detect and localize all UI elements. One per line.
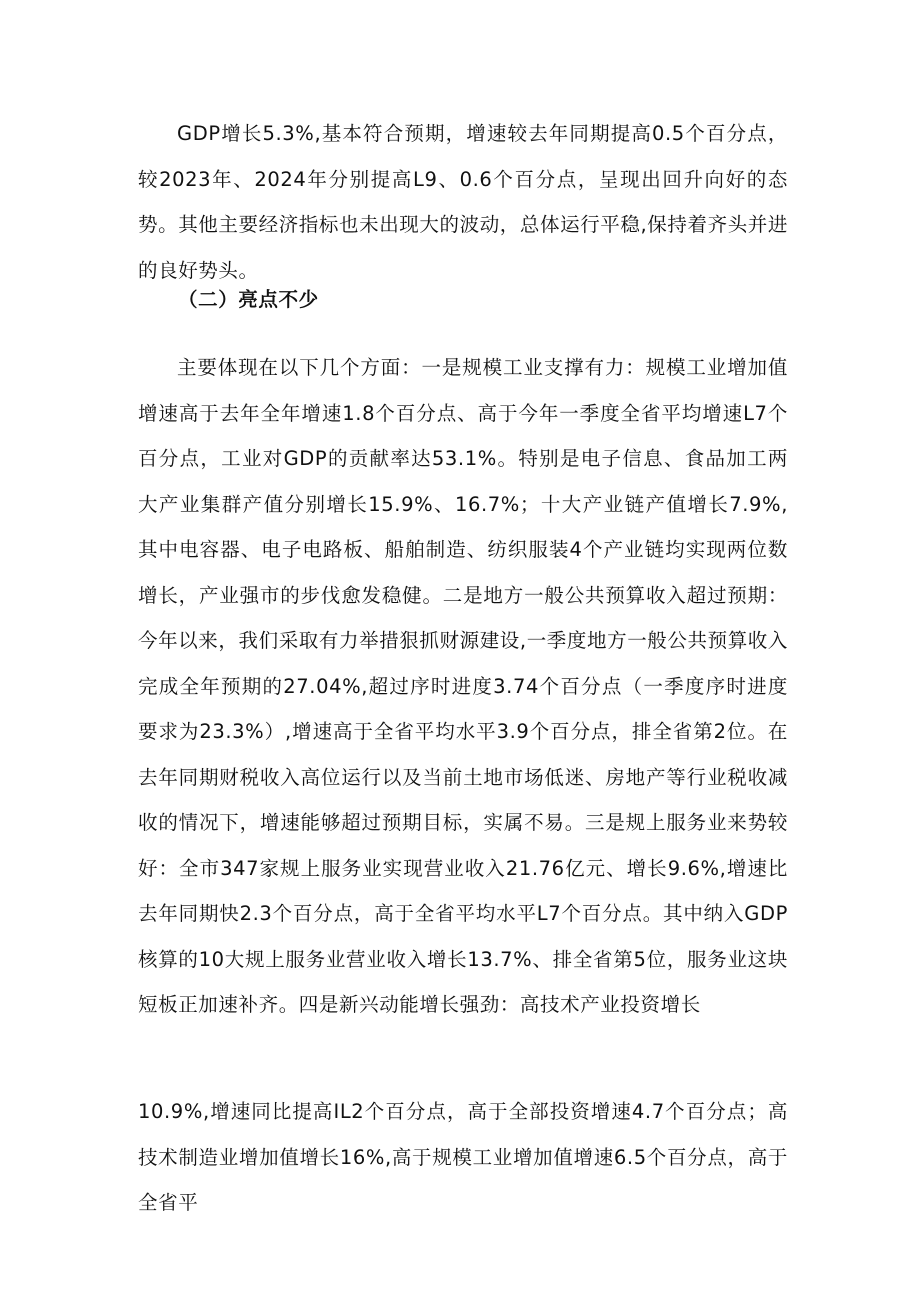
paragraph-gdp-growth: GDP增长5.3%,基本符合预期，增速较去年同期提高0.5个百分点，较2023年、2024年分别提高L9、0.6个百分点，呈现出回升向好的态势。其他主要经济指标也未出现大的波动，总体运行平稳,保持着齐头并进的良好势头。 xyxy=(138,122,788,282)
paragraph-highlights: 主要体现在以下几个方面：一是规模工业支撑有力：规模工业增加值增速高于去年全年增速1.8个百分点、高于今年一季度全省平均增速L7个百分点，工业对GDP的贡献率达53.1%。特别是电子信息、食品加工两大产业集群产值分别增长15.9%、16.7%；十大产业链产值增长7.9%,其中电容器、电子电路板、船舶制造、纺织服装4个产业链均实现两位数增长，产业强市的步伐愈发稳健。二是地方一般公共预算收入超过预期：今年以来，我们采取有力举措狠抓财源建设,一季度地方一般公共预算收入完成全年预期的27.04%,超过序时进度3.74个百分点（一季度序时进度要求为23.3%）,增速高于全省平均水平3.9个百分点，排全省第2位。在去年同期财税收入高位运行以及当前土地市场低迷、房地产等行业税收减收的情况下，增速能够超过预期目标，实属不易。三是规上服务业来势较好：全市347家规上服务业实现营业收入21.76亿元、增长9.6%,增速比去年同期快2.3个百分点，高于全省平均水平L7个百分点。其中纳入GDP核算的10大规上服务业营业收入增长13.7%、排全省第5位，服务业这块短板正加速补齐。四是新兴动能增长强劲：高技术产业投资增长 xyxy=(138,356,788,1016)
paragraph-high-tech: 10.9%,增速同比提高IL2个百分点，高于全部投资增速4.7个百分点；高技术制造业增加值增长16%,高于规模工业增加值增速6.5个百分点，高于全省平 xyxy=(138,1100,788,1214)
section-heading: （二）亮点不少 xyxy=(178,288,319,311)
